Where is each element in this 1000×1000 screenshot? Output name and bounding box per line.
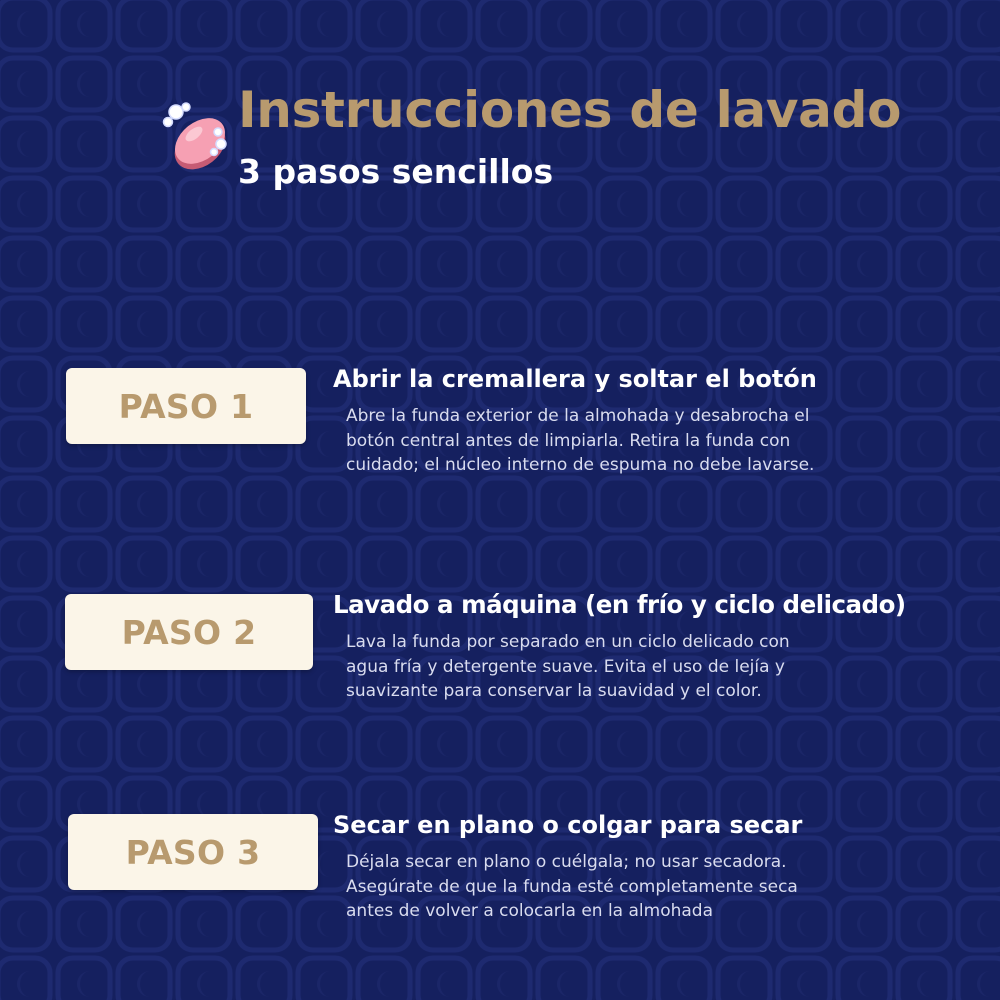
step-description-line: botón central antes de limpiarla. Retira la funda con [346,430,791,451]
page-title: Instrucciones de lavado [238,81,902,139]
step-title: Secar en plano o colgar para secar [333,811,803,839]
step-2 [0,586,1000,746]
step-description-line: suavizante para conservar la suavidad y el color. [346,681,762,701]
step-badge [65,594,313,670]
step-badge-label: PASO 2 [121,612,257,652]
step-description-line: Lava la funda por separado en un ciclo delicado con [346,632,790,652]
page-subtitle: 3 pasos sencillos [238,152,554,191]
step-description-line: Asegúrate de que la funda esté completamente seca [346,876,798,897]
step-badge [66,368,306,444]
soap-icon [158,98,238,178]
step-title: Lavado a máquina (en frío y ciclo delicado) [333,590,906,619]
step-description [346,850,906,924]
step-1 [0,360,1000,520]
step-badge-label: PASO 3 [125,832,261,872]
header [0,0,1000,220]
step-badge [68,814,318,890]
step-description [346,404,906,478]
step-description-line: cuidado; el núcleo interno de espuma no debe lavarse. [346,455,815,475]
step-3 [0,806,1000,966]
step-badge-label: PASO 1 [118,386,254,426]
step-description [346,630,906,704]
step-description-line: antes de volver a colocarla en la almohada [346,901,714,921]
step-description-line: agua fría y detergente suave. Evita el uso de lejía y [346,656,785,677]
step-title: Abrir la cremallera y soltar el botón [333,365,817,393]
step-description-line: Déjala secar en plano o cuélgala; no usar secadora. [346,852,787,872]
step-description-line: Abre la funda exterior de la almohada y desabrocha el [346,406,810,426]
